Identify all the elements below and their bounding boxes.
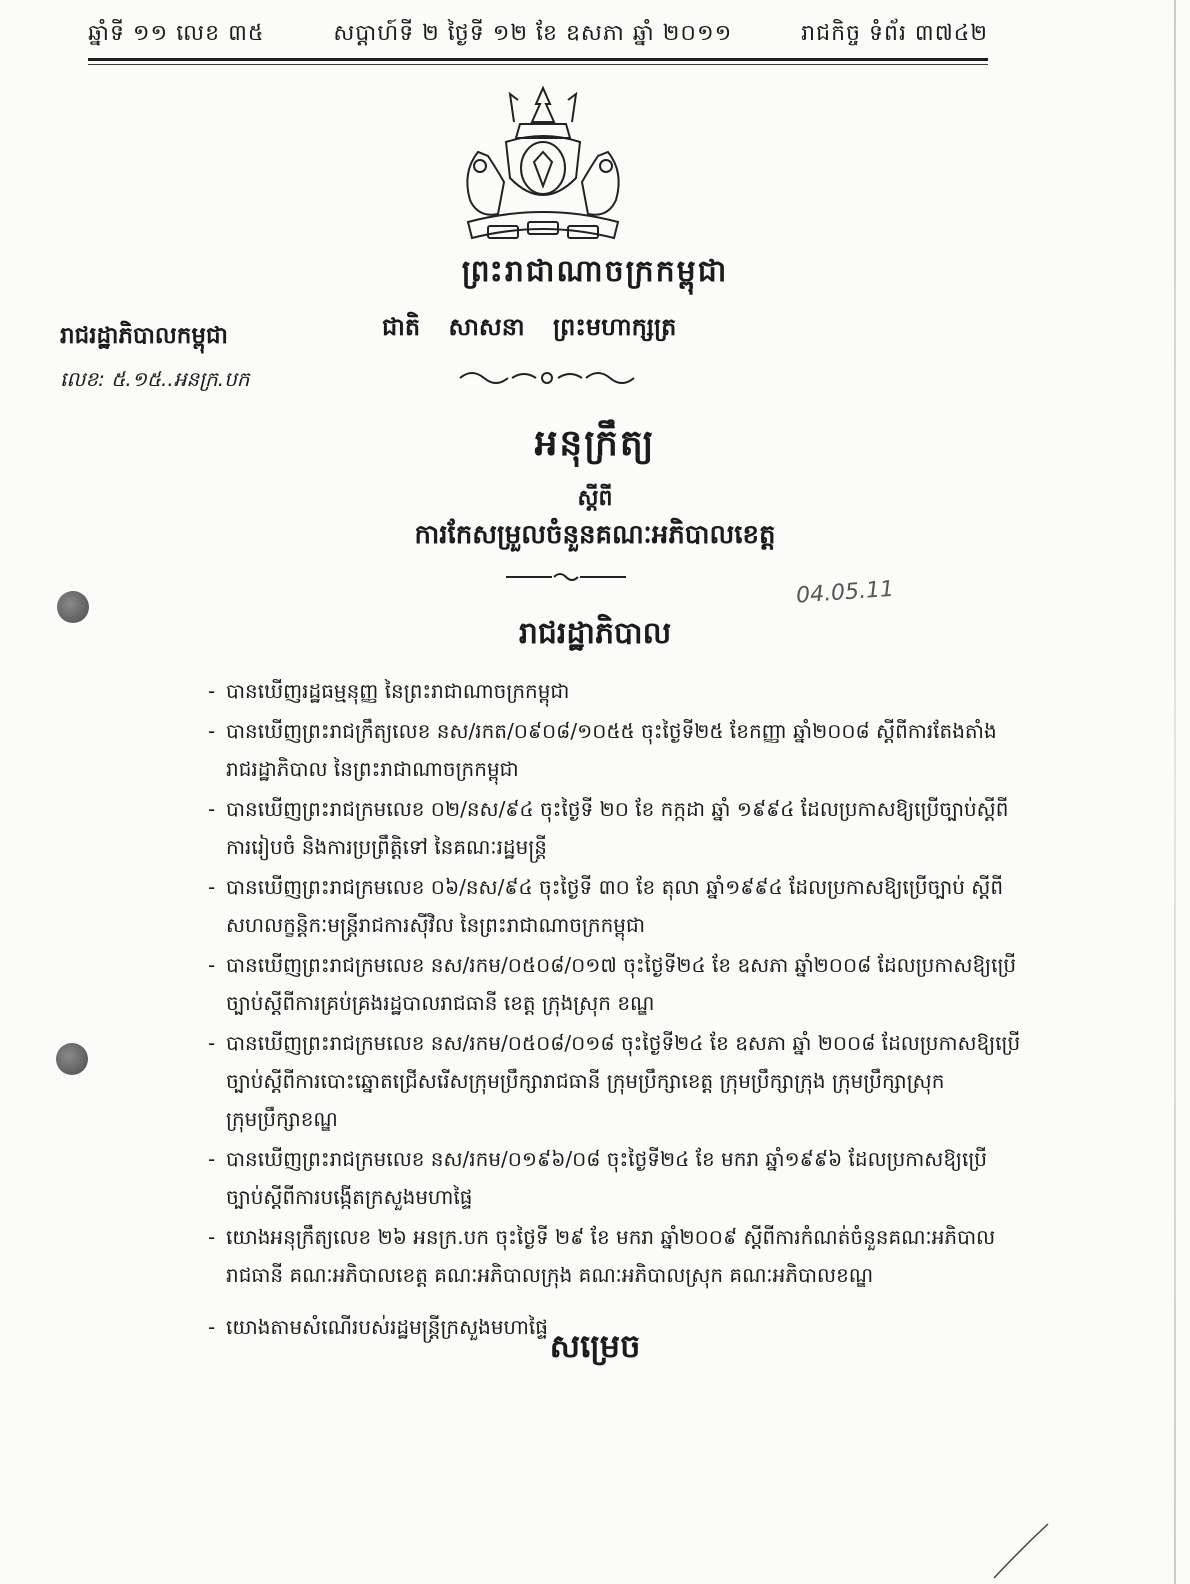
national-motto: ជាតិ សាសនា ព្រះមហាក្សត្រ	[382, 313, 677, 341]
list-item-line: ក្រុមប្រឹក្សាខណ្ឌ	[226, 1107, 338, 1131]
list-item	[208, 868, 1076, 944]
list-item-line: - បានឃើញព្រះរាជក្រមលេខ ០៦/នស/៩៤ ចុះថ្ងៃទី ៣០ ខែ តុលា ឆ្នាំ១៩៩៤ ដែលប្រកាសឱ្យប្រើច្បាប់ ស្តីពី	[226, 875, 1004, 899]
punch-hole	[56, 1043, 88, 1075]
document-number: លេខ: ៥.១៥..អនក្រ.បក	[60, 367, 250, 391]
list-item	[208, 1024, 1076, 1138]
list-item-line: ច្បាប់ស្តីពីការបោះឆ្នោតជ្រើសរើសក្រុមប្រឹក្សារាជធានី ក្រុមប្រឹក្សាខេត្ត ក្រុមប្រឹក្សាក្រុង ក្រុមប្រឹក្សាស្រុក	[226, 1069, 945, 1093]
list-item	[208, 1218, 1076, 1294]
gazette-page: រាជកិច្ច ទំព័រ ៣៧៤២	[801, 21, 988, 46]
list-item-line: រាជធានី គណៈអភិបាលខេត្ត គណៈអភិបាលក្រុង គណៈអភិបាលស្រុក គណៈអភិបាលខណ្ឌ	[226, 1263, 874, 1287]
list-item-line: - បានឃើញរដ្ឋធម្មនុញ្ញ នៃព្រះរាជាណាចក្រកម្ពុជា	[226, 679, 570, 703]
list-item	[208, 672, 1076, 710]
ornament-divider-icon	[452, 366, 642, 390]
list-item	[208, 790, 1076, 866]
gazette-date: សប្តាហ៍ទី ២ ថ្ងៃទី ១២ ខែ ឧសភា ឆ្នាំ ២០១១	[333, 21, 733, 46]
scan-edge	[1174, 0, 1176, 1584]
list-item	[208, 946, 1076, 1022]
list-item-line: - យោងតាមសំណើរបស់រដ្ឋមន្ត្រីក្រសួងមហាផ្ទៃ	[226, 1315, 548, 1339]
list-item-line: - បានឃើញព្រះរាជក្រឹត្យលេខ នស/រកត/០៩០៨/១០៥៥ ចុះថ្ងៃទី២៥ ខែកញ្ញា ឆ្នាំ២០០៨ ស្តីពីការតែងតាំង	[226, 719, 997, 743]
list-item	[208, 712, 1076, 788]
kingdom-name: ព្រះរាជាណាចក្រកម្ពុជា	[461, 254, 729, 289]
pen-stroke-icon	[990, 1520, 1050, 1580]
punch-hole	[57, 591, 89, 623]
list-item-line: - បានឃើញព្រះរាជក្រមលេខ នស/រកម/០១៩៦/០៨ ចុះថ្ងៃទី២៤ ខែ មករា ឆ្នាំ១៩៩៦ ដែលប្រកាសឱ្យប្រើ	[226, 1147, 987, 1171]
decree-title: អនុក្រឹត្យ	[534, 423, 656, 464]
list-item-line: ការរៀបចំ និងការប្រព្រឹត្តិទៅ នៃគណៈរដ្ឋមន្ត្រី	[226, 835, 547, 859]
list-item-line: ច្បាប់ស្តីពីការគ្រប់គ្រងរដ្ឋបាលរាជធានី ខេត្ត ក្រុងស្រុក ខណ្ឌ	[226, 991, 655, 1015]
header-rule-thin	[88, 64, 988, 65]
list-item-line: រាជរដ្ឋាភិបាល នៃព្រះរាជាណាចក្រកម្ពុជា	[226, 757, 519, 781]
list-item-line: - បានឃើញព្រះរាជក្រមលេខ នស/រកម/០៥០៨/០១៧ ចុះថ្ងៃទី២៤ ខែ ឧសភា ឆ្នាំ២០០៨ ដែលប្រកាសឱ្យប្រើ	[226, 953, 1017, 977]
issuer-name: រាជរដ្ឋាភិបាលកម្ពុជា	[60, 323, 228, 349]
handwritten-date: 04.05.11	[795, 576, 895, 609]
gazette-volume: ឆ្នាំទី ១១ លេខ ៣៥	[88, 21, 265, 46]
decree-subject: ការកែសម្រួលចំនួនគណៈអភិបាលខេត្ត	[414, 520, 776, 550]
list-item-line: - បានឃើញព្រះរាជក្រមលេខ នស/រកម/០៥០៨/០១៨ ចុះថ្ងៃទី២៤ ខែ ឧសភា ឆ្នាំ ២០០៨ ដែលប្រកាសឱ្យប្រើ	[226, 1031, 1021, 1055]
list-item	[208, 1140, 1076, 1216]
list-item-line: សហលក្ខន្តិកៈមន្ត្រីរាជការស៊ីវិល នៃព្រះរាជាណាចក្រកម្ពុជា	[226, 913, 646, 937]
title-divider-icon	[506, 570, 626, 584]
decree-about: ស្តីពី	[577, 486, 613, 511]
decision-heading: សម្រេច	[549, 1327, 641, 1365]
government-heading: រាជរដ្ឋាភិបាល	[518, 616, 672, 651]
gazette-header	[88, 18, 988, 52]
list-item-line: - យោងអនុក្រឹត្យលេខ ២៦ អនក្រ.បក ចុះថ្ងៃទី ២៩ ខែ មករា ឆ្នាំ២០០៩ ស្តីពីការកំណត់ចំនួនគណៈអភិបាល	[226, 1225, 996, 1249]
list-item-line: - បានឃើញព្រះរាជក្រមលេខ ០២/នស/៩៤ ចុះថ្ងៃទី ២០ ខែ កក្កដា ឆ្នាំ ១៩៩៤ ដែលប្រកាសឱ្យប្រើច្បាប់ស្តីពី	[226, 797, 1009, 821]
legal-references-list	[208, 672, 1076, 1348]
header-rule-thick	[88, 58, 988, 61]
royal-coat-of-arms-icon	[448, 82, 638, 252]
list-item-line: ច្បាប់ស្តីពីការបង្កើតក្រសួងមហាផ្ទៃ	[226, 1185, 473, 1209]
